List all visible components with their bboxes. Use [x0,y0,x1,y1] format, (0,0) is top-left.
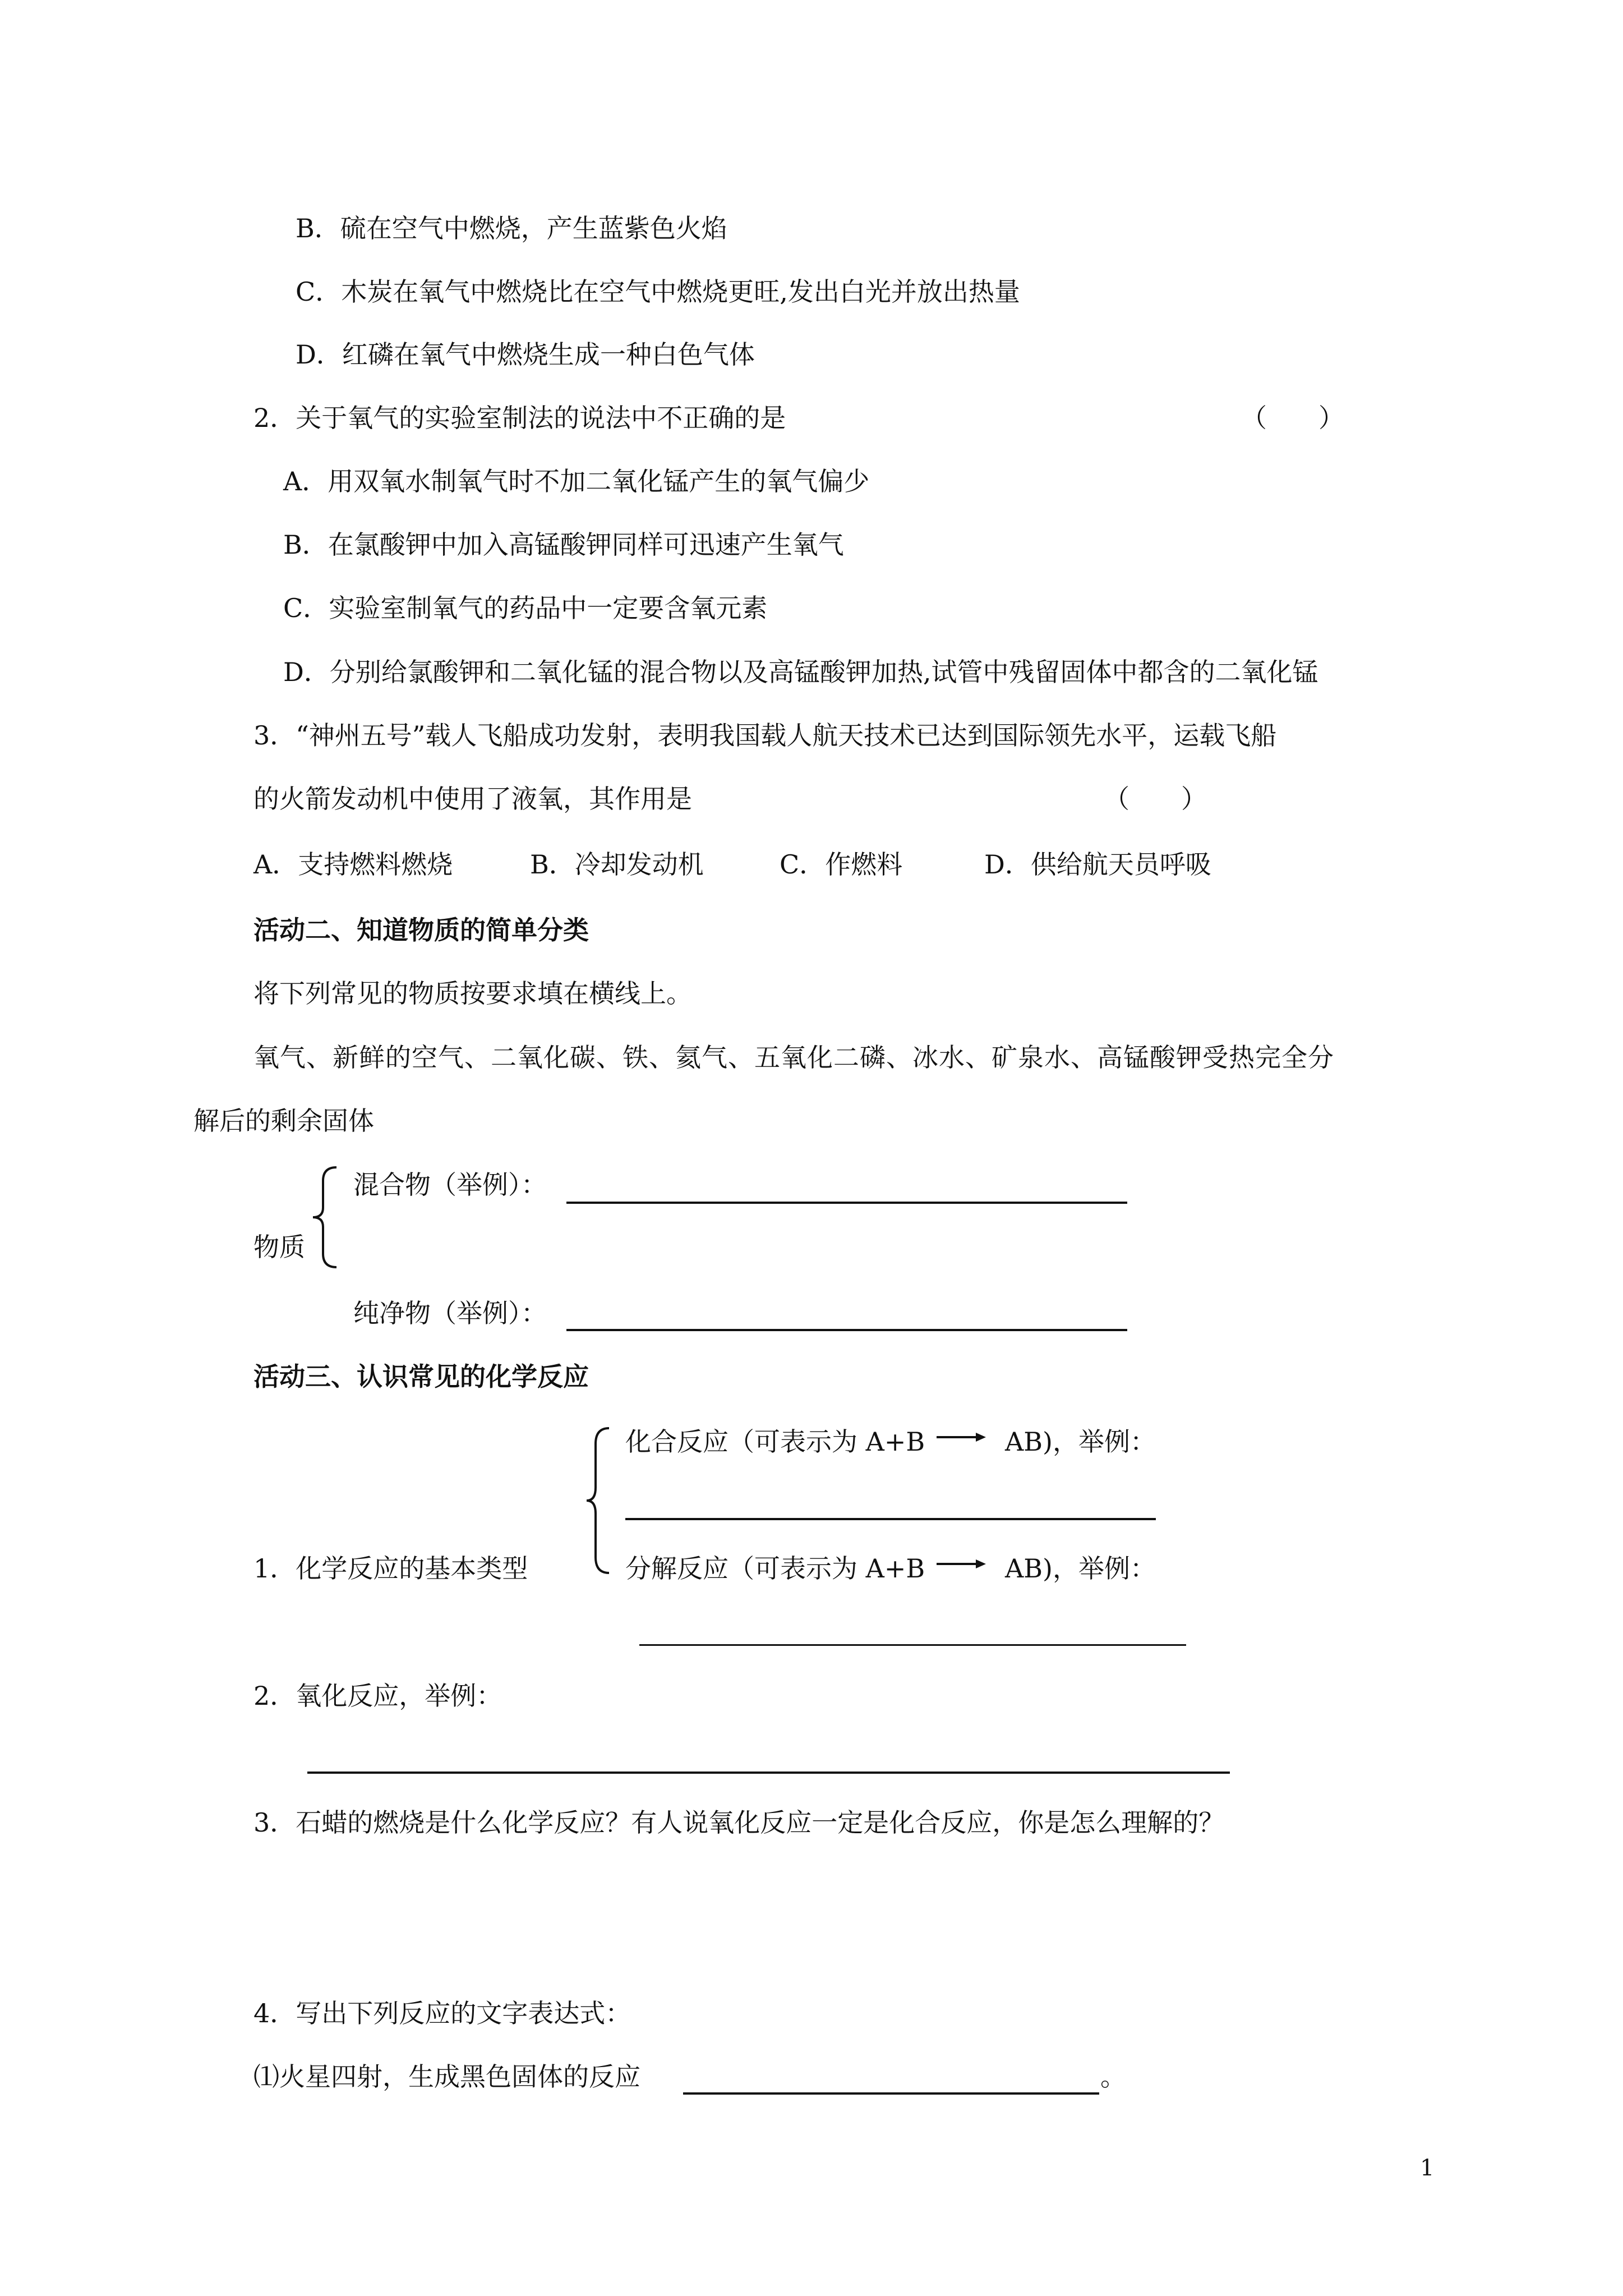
activity2-title: 活动二、知道物质的简单分类 [253,915,589,945]
word-equation-item-1-period: 。 [1100,2062,1126,2092]
mixture-label: 混合物（举例）： [353,1170,547,1200]
reaction-types-label: 1．化学反应的基本类型 [253,1553,528,1584]
decomposition-example-blank[interactable] [639,1644,1186,1646]
activity2-instruction: 将下列常见的物质按要求填在横线上。 [253,978,692,1009]
q3-option-b: B．冷却发动机 [530,849,704,880]
q3-stem-line1: 3．“神州五号”载人飞船成功发射，表明我国载人航天技术已达到国际领先水平，运载飞船 [253,720,1277,751]
pure-substance-answer-blank[interactable] [566,1329,1127,1331]
pure-substance-label: 纯净物（举例）： [353,1298,547,1328]
q1-option-c: C．木炭在氧气中燃烧比在空气中燃烧更旺,发出白光并放出热量 [296,277,1020,307]
q3-stem-line2: 的火箭发动机中使用了液氧，其作用是 [253,784,692,814]
combination-example-blank[interactable] [625,1518,1156,1520]
paraffin-combustion-question: 3．石蜡的燃烧是什么化学反应？有人说氧化反应一定是化合反应，你是怎么理解的？ [253,1807,1225,1838]
classification-brace [310,1164,343,1271]
q2-option-b: B．在氯酸钾中加入高锰酸钾同样可迅速产生氧气 [283,530,844,560]
oxidation-reaction-label: 2．氧化反应，举例： [253,1681,502,1711]
combination-reaction-prefix: 化合反应（可表示为 A+B [625,1427,925,1457]
q2-answer-paren: （ ） [1241,403,1344,433]
q2-option-c: C．实验室制氧气的药品中一定要含氧元素 [283,593,768,623]
q2-stem: 2．关于氧气的实验室制法的说法中不正确的是 [253,403,786,433]
decomposition-reaction-suffix: AB)，举例： [1005,1553,1156,1584]
q3-option-c: C．作燃料 [780,849,903,880]
combination-reaction-suffix: AB)，举例： [1005,1427,1156,1457]
page-number: 1 [1420,2155,1435,2181]
word-equation-item-1-blank[interactable] [683,2092,1099,2095]
q2-option-a: A．用双氧水制氧气时不加二氧化锰产生的氧气偏少 [283,466,870,496]
q1-option-b: B．硫在空气中燃烧，产生蓝紫色火焰 [296,213,727,243]
activity2-items-line2: 解后的剩余固体 [193,1106,374,1136]
reaction-types-brace [583,1425,617,1576]
q3-option-d: D．供给航天员呼吸 [984,849,1211,880]
q1-option-d: D．红磷在氧气中燃烧生成一种白色气体 [296,339,755,370]
q3-option-a: A．支持燃料燃烧 [253,849,453,880]
category-root: 物质 [253,1232,305,1262]
mixture-answer-blank[interactable] [566,1202,1127,1204]
activity3-title: 活动三、认识常见的化学反应 [253,1361,589,1392]
word-equation-instruction: 4．写出下列反应的文字表达式： [253,1998,631,2028]
q2-option-d: D．分别给氯酸钾和二氧化锰的混合物以及高锰酸钾加热,试管中残留固体中都含的二氧化锰 [283,657,1318,687]
word-equation-item-1: ⑴火星四射，生成黑色固体的反应 [253,2062,640,2092]
q3-answer-paren: （ ） [1104,784,1207,814]
decomposition-reaction-prefix: 分解反应（可表示为 A+B [625,1553,925,1584]
right-arrow-icon [935,1432,987,1443]
right-arrow-icon [935,1558,987,1570]
activity2-items-line1: 氧气、新鲜的空气、二氧化碳、铁、氦气、五氧化二磷、冰水、矿泉水、高锰酸钾受热完全分 [253,1042,1334,1073]
oxidation-example-blank[interactable] [307,1772,1230,1774]
